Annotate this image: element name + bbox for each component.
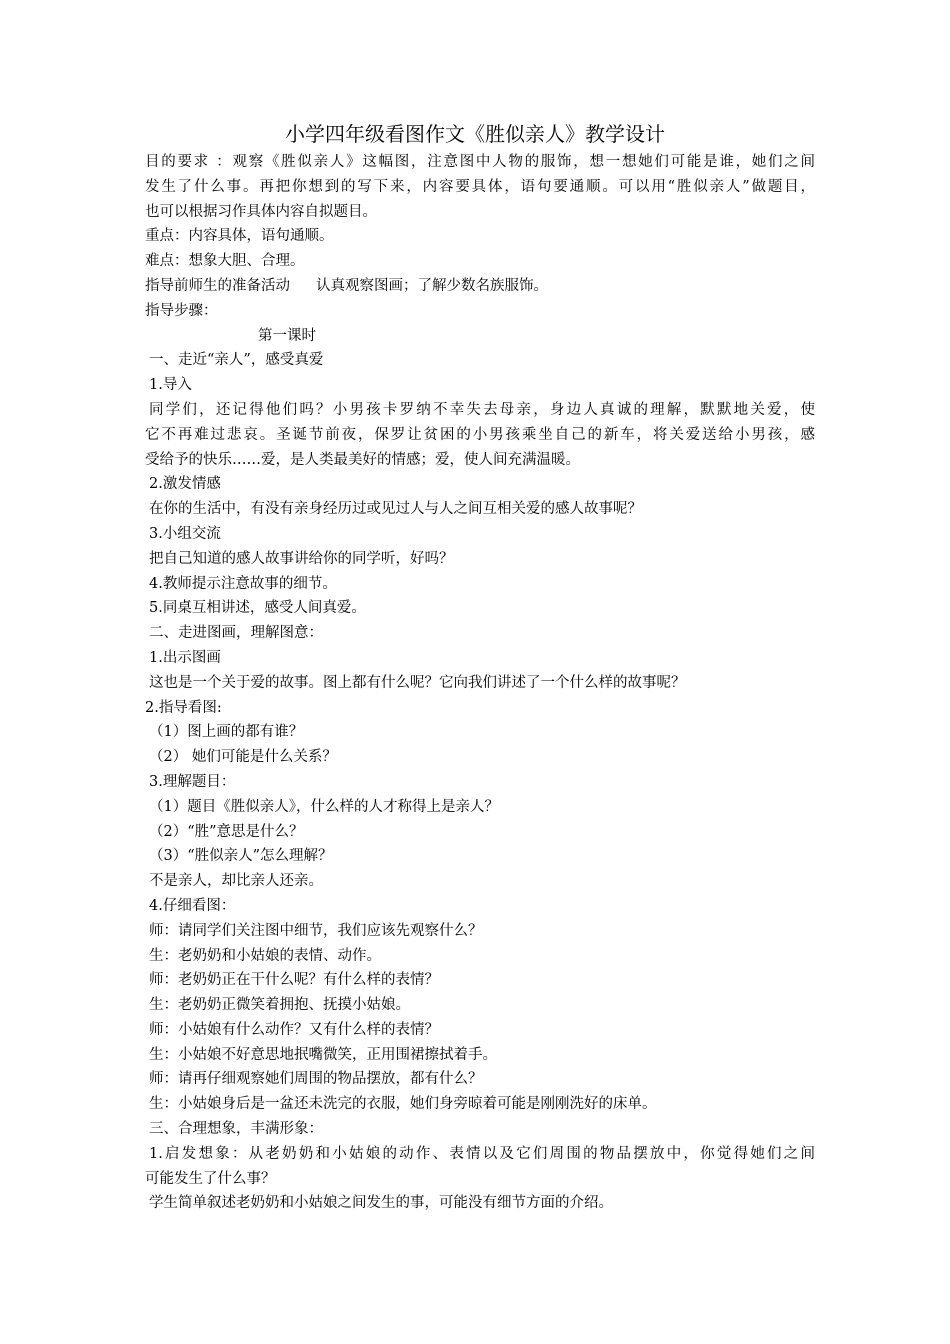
dialogue-line: 师：小姑娘有什么动作？又有什么样的表情？ (149, 1021, 439, 1038)
intro-line: 同学们，还记得他们吗？小男孩卡罗纳不幸失去母亲，身边人真诚的理解，默默地关爱，使 (149, 401, 815, 418)
preparation (145, 274, 815, 299)
dialogue-line: 生：小姑娘身后是一盆还未洗完的衣服，她们身旁晾着可能是刚刚洗好的床单。 (149, 1096, 657, 1113)
inspire-line: 1.启发想象：从老奶奶和小姑娘的动作、表情以及它们周围的物品摆放中，你觉得她们之间 (149, 1145, 815, 1162)
guide-title: 2.指导看图: (145, 699, 222, 716)
steps-heading: 指导步骤： (145, 302, 218, 319)
understand-answer: 不是亲人，却比亲人还亲。 (149, 873, 323, 890)
guide-question: （1）图上画的都有谁？ (149, 724, 304, 741)
group-title: 3.小组交流 (149, 525, 221, 542)
dialogue-line: 师：老奶奶正在干什么呢？有什么样的表情？ (149, 972, 439, 989)
understand-title: 3.理解题目： (149, 773, 236, 790)
section2-heading: 二、走进图画，理解图意： (149, 625, 323, 642)
show-title: 1.出示图画 (149, 649, 221, 666)
emotion-title: 2.激发情感 (149, 476, 221, 493)
preparation-label: 指导前师生的准备活动 (145, 277, 290, 294)
document-body (145, 150, 815, 1216)
dialogue-line: 生：老奶奶和小姑娘的表情、动作。 (149, 947, 381, 964)
group-text: 把自己知道的感人故事讲给你的同学听，好吗？ (149, 550, 454, 567)
student-text: 学生简单叙述老奶奶和小姑娘之间发生的事，可能没有细节方面的介绍。 (149, 1195, 613, 1212)
session-label: 第一课时 (258, 327, 316, 344)
dialogue-line: 师：请再仔细观察她们周围的物品摆放，都有什么？ (149, 1071, 483, 1088)
dialogue-line: 生：老奶奶正微笑着拥抱、抚摸小姑娘。 (149, 997, 410, 1014)
understand-question: （2）“胜”意思是什么？ (149, 823, 304, 840)
page-title: 小学四年级看图作文《胜似亲人》教学设计 (285, 122, 665, 146)
section1-heading: 一、走近“亲人”，感受真爱 (149, 352, 324, 369)
preparation-text: 认真观察图画；了解少数名族服饰。 (316, 277, 548, 294)
objectives-line: 发生了什么事。再把你想到的写下来，内容要具体，语句要通顺。可以用“胜似亲人”做题目， (145, 178, 815, 195)
objectives-line: 也可以根据习作具体内容自拟题目。 (145, 203, 377, 220)
guide-question: （2） 她们可能是什么关系？ (149, 749, 337, 766)
show-text: 这也是一个关于爱的故事。图上都有什么呢？它向我们讲述了一个什么样的故事呢？ (149, 674, 686, 691)
intro-line: 它不再难过悲哀。圣诞节前夜，保罗让贫困的小男孩乘坐自己的新车，将关爱送给小男孩，感 (145, 426, 815, 443)
objectives-line: 目的要求 ：观察《胜似亲人》这幅图，注意图中人物的服饰，想一想她们可能是谁，她们之间 (145, 154, 815, 170)
inspire-line: 可能发生了什么事？ (145, 1170, 276, 1187)
difficulty: 难点：想象大胆、合理。 (145, 253, 305, 270)
understand-question: （1）题目《胜似亲人》，什么样的人才称得上是亲人？ (149, 798, 499, 815)
section3-heading: 三、合理想象，丰满形象： (149, 1121, 323, 1138)
intro-title: 1.导入 (149, 377, 192, 394)
emotion-text: 在你的生活中，有没有亲身经历过或见过人与人之间互相关爱的感人故事呢？ (149, 501, 642, 518)
detail-title: 4.仔细看图： (149, 897, 236, 914)
dialogue-line: 师：请同学们关注图中细节，我们应该先观察什么？ (149, 922, 483, 939)
understand-question: （3）“胜似亲人”怎么理解？ (149, 848, 333, 865)
dialogue-line: 生：小姑娘不好意思地抿嘴微笑，正用围裙擦拭着手。 (149, 1046, 497, 1063)
item-5: 5.同桌互相讲述，感受人间真爱。 (149, 600, 366, 617)
item-4: 4.教师提示注意故事的细节。 (149, 575, 337, 592)
key-point: 重点：内容具体，语句通顺。 (145, 228, 334, 245)
intro-line: 受给予的快乐……爱，是人类最美好的情感；爱，使人间充满温暖。 (145, 451, 580, 468)
